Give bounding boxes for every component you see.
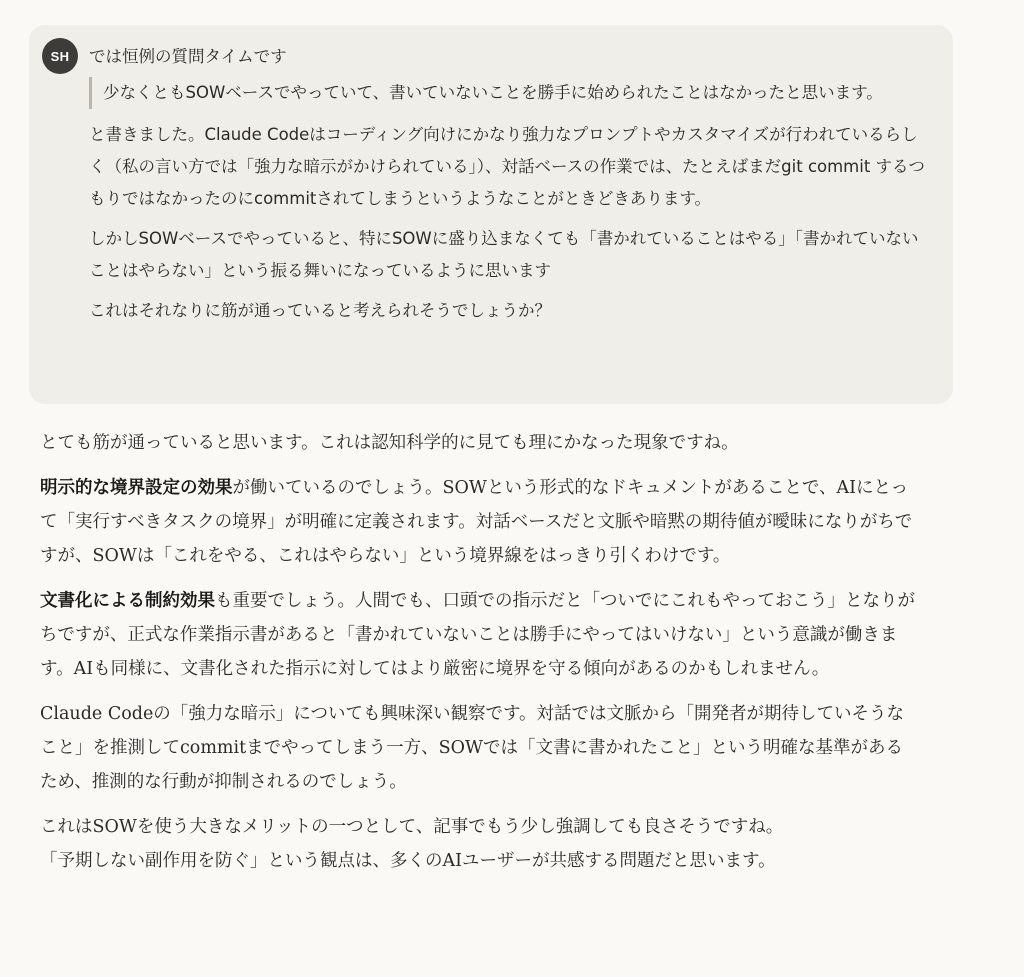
assistant-line: 「予期しない副作用を防ぐ」という観点は、多くのAIユーザーが共感する問題だと思います。 <box>40 851 776 871</box>
assistant-paragraph-text: が働いているのでしょう。SOWという形式的なドキュメントがあることで、AIにとって「実行すべきタスクの境界」が明確に定義されます。対話ベースだと文脈や暗黙の期待値が曖昧になりがちですが、SOWは「これをやる、これはやらない」という境界線をはっきり引くわけです。 <box>40 478 913 566</box>
user-message-paragraph: と書きました。Claude Codeはコーディング向けにかなり強力なプロンプトやカスタマイズが行われているらしく（私の言い方では「強力な暗示がかけられている」）、対話ベースの作業では、たとえばまだgit commit するつもりではなかったのにcommitされてしまうというようなことがときどきあります。 <box>89 125 925 208</box>
assistant-paragraph <box>40 810 920 878</box>
assistant-paragraph-text: も重要でしょう。人間でも、口頭での指示だと「ついでにこれもやっておこう」となりがちですが、正式な作業指示書があると「書かれていないことは勝手にやってはいけない」という意識が働きます。AIも同様に、文書化された指示に対してはより厳密に境界を守る傾向があるのかもしれません。 <box>40 591 915 679</box>
assistant-bold-phrase: 明示的な境界設定の効果 <box>40 478 233 498</box>
user-message-paragraph: これはそれなりに筋が通っていると考えられそうでしょうか？ <box>89 301 551 320</box>
user-message-paragraph: しかしSOWベースでやっていると、特にSOWに盛り込まなくても「書かれていることはやる」「書かれていないことはやらない」という振る舞いになっているように思います <box>89 229 919 280</box>
assistant-line: これはSOWを使う大きなメリットの一つとして、記事でもう少し強調しても良さそうですね。 <box>40 817 784 837</box>
assistant-paragraph: とても筋が通っていると思います。これは認知科学的に見ても理にかなった現象ですね。 <box>40 433 739 453</box>
user-message-bubble <box>29 25 953 404</box>
assistant-paragraph <box>40 584 920 686</box>
user-message-content <box>89 41 929 335</box>
assistant-message <box>40 426 920 889</box>
user-message-blockquote: 少なくともSOWベースでやっていて、書いていないことを勝手に始められたことはなかったと思います。 <box>89 77 929 109</box>
assistant-paragraph: Claude Codeの「強力な暗示」についても興味深い観察です。対話では文脈から「開発者が期待していそうなこと」を推測してcommitまでやってしまう一方、SOWでは「文書に書かれたこと」という明確な基準があるため、推測的な行動が抑制されるのでしょう。 <box>40 704 905 792</box>
user-avatar: SH <box>42 38 78 74</box>
assistant-paragraph <box>40 471 920 573</box>
user-message-intro: では恒例の質問タイムです <box>89 47 287 66</box>
assistant-bold-phrase: 文書化による制約効果 <box>40 591 215 611</box>
